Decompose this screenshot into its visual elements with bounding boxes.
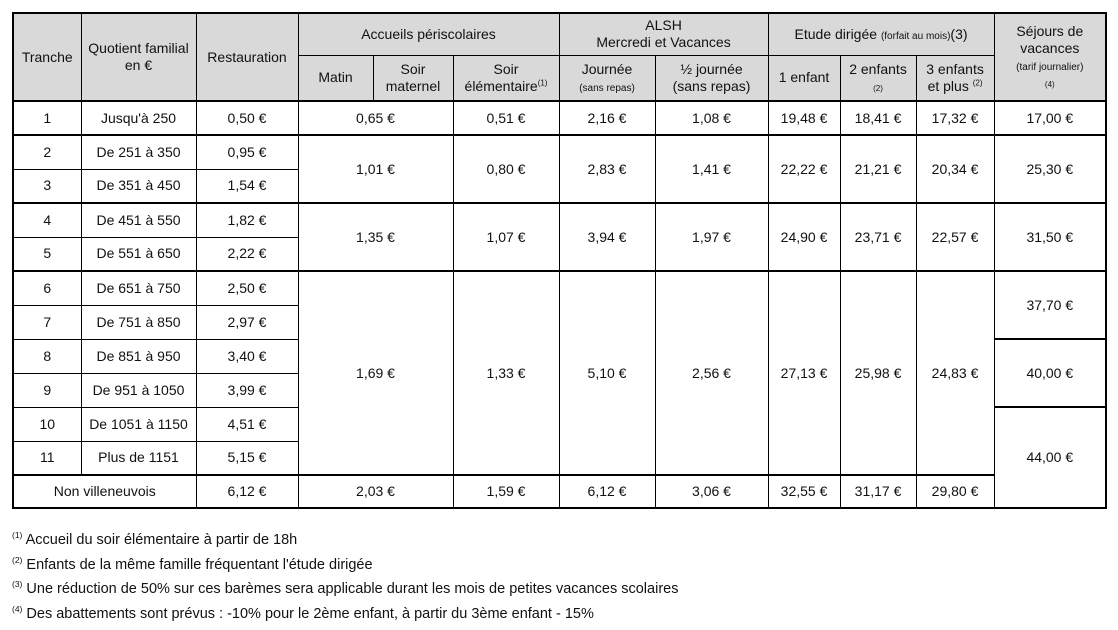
deux-enfants-cell: 21,21 € <box>840 135 916 203</box>
restauration-cell: 0,95 € <box>196 135 298 169</box>
quotient-cell: De 451 à 550 <box>81 203 196 237</box>
tranche-cell: 2 <box>13 135 81 169</box>
header-trois-enfants-note: (2) <box>972 78 983 88</box>
tranche-cell: 9 <box>13 373 81 407</box>
restauration-cell: 4,51 € <box>196 407 298 441</box>
journee-cell: 5,10 € <box>559 271 655 475</box>
tranche-cell: 4 <box>13 203 81 237</box>
header-soir-elementaire-label: Soir élémentaire <box>464 60 538 94</box>
soir-elementaire-cell: 1,07 € <box>453 203 559 271</box>
header-soir-elementaire-note: (1) <box>537 78 548 88</box>
quotient-cell: Plus de 1151 <box>81 441 196 475</box>
header-journee <box>559 55 655 101</box>
table-row-non-villeneuvois <box>13 475 1106 508</box>
soir-elementaire-cell: 0,80 € <box>453 135 559 203</box>
restauration-cell: 2,22 € <box>196 237 298 271</box>
footnotes <box>12 523 1102 621</box>
tranche-cell: 1 <box>13 101 81 135</box>
un-enfant-cell: 19,48 € <box>768 101 840 135</box>
restauration-cell: 1,54 € <box>196 169 298 203</box>
footnote-4 <box>12 597 1102 622</box>
footnote-2 <box>12 548 1102 573</box>
restauration-cell: 5,15 € <box>196 441 298 475</box>
header-deux-enfants-note: (2) <box>873 83 883 93</box>
trois-enfants-cell: 22,57 € <box>916 203 994 271</box>
header-deux-enfants-label: 2 enfants <box>849 60 907 77</box>
footnote-text: Une réduction de 50% sur ces barèmes sera applicable durant les mois de petites vacances scolaires <box>22 580 679 597</box>
restauration-cell: 2,97 € <box>196 305 298 339</box>
footnote-marker: (1) <box>12 530 23 540</box>
journee-cell: 3,94 € <box>559 203 655 271</box>
header-restauration: Restauration <box>196 13 298 101</box>
sejours-cell: 31,50 € <box>994 203 1106 271</box>
header-etude-note: (3) <box>950 25 968 42</box>
header-alsh <box>559 13 768 55</box>
quotient-cell: De 551 à 650 <box>81 237 196 271</box>
footnote-text: Enfants de la même famille fréquentant l'étude dirigée <box>22 556 373 573</box>
footnote-marker: (3) <box>12 579 23 589</box>
header-etude-forfait: (forfait au mois) <box>880 30 951 42</box>
header-demi-journee-label: ½ journée <box>680 60 743 77</box>
table-row <box>13 135 1106 169</box>
quotient-cell: De 851 à 950 <box>81 339 196 373</box>
header-journee-label: Journée <box>581 60 633 77</box>
header-alsh-title: ALSH <box>645 17 682 34</box>
matin-soir-cell: 0,65 € <box>298 101 453 135</box>
demi-journee-cell: 2,56 € <box>655 271 768 475</box>
restauration-cell: 1,82 € <box>196 203 298 237</box>
demi-journee-cell: 1,97 € <box>655 203 768 271</box>
table-row <box>13 203 1106 237</box>
deux-enfants-cell: 18,41 € <box>840 101 916 135</box>
header-deux-enfants <box>840 55 916 101</box>
journee-cell: 2,16 € <box>559 101 655 135</box>
demi-journee-cell: 1,41 € <box>655 135 768 203</box>
quotient-cell: De 1051 à 1150 <box>81 407 196 441</box>
header-quotient: Quotient familial en € <box>81 13 196 101</box>
quotient-cell: De 651 à 750 <box>81 271 196 305</box>
sejours-cell: 25,30 € <box>994 135 1106 203</box>
restauration-cell: 0,50 € <box>196 101 298 135</box>
header-periscolaire: Accueils périscolaires <box>298 13 559 55</box>
header-demi-journee-sub: (sans repas) <box>672 77 751 94</box>
deux-enfants-cell: 25,98 € <box>840 271 916 475</box>
footnote-marker: (4) <box>12 603 23 614</box>
trois-enfants-cell: 24,83 € <box>916 271 994 475</box>
footnote-text: Accueil du soir élémentaire à partir de 18h <box>22 531 298 548</box>
un-enfant-cell: 27,13 € <box>768 271 840 475</box>
journee-cell: 2,83 € <box>559 135 655 203</box>
trois-enfants-cell: 17,32 € <box>916 101 994 135</box>
un-enfant-cell: 32,55 € <box>768 475 840 508</box>
un-enfant-cell: 22,22 € <box>768 135 840 203</box>
table-row <box>13 271 1106 305</box>
quotient-cell: De 251 à 350 <box>81 135 196 169</box>
restauration-cell: 2,50 € <box>196 271 298 305</box>
tranche-cell: 3 <box>13 169 81 203</box>
header-sejours-tarif: (tarif journalier) <box>1016 62 1084 73</box>
soir-elementaire-cell: 1,33 € <box>453 271 559 475</box>
header-soir-maternel: Soir maternel <box>373 55 453 101</box>
deux-enfants-cell: 31,17 € <box>840 475 916 508</box>
footnote-marker: (2) <box>12 554 23 565</box>
header-etude-label: Etude dirigée <box>794 25 878 42</box>
quotient-cell: De 751 à 850 <box>81 305 196 339</box>
header-trois-enfants-label: 3 enfants et plus <box>926 60 984 94</box>
deux-enfants-cell: 23,71 € <box>840 203 916 271</box>
tranche-cell: 5 <box>13 237 81 271</box>
quotient-cell: De 951 à 1050 <box>81 373 196 407</box>
header-sejours <box>994 13 1106 101</box>
restauration-cell: 3,99 € <box>196 373 298 407</box>
tranche-cell: 11 <box>13 441 81 475</box>
soir-elementaire-cell: 0,51 € <box>453 101 559 135</box>
footnote-text: Des abattements sont prévus : -10% pour le 2ème enfant, à partir du 3ème enfant - 15% <box>22 605 594 622</box>
header-tranche: Tranche <box>13 13 81 101</box>
footnote-1 <box>12 523 1102 548</box>
un-enfant-cell: 24,90 € <box>768 203 840 271</box>
non-villeneuvois-label: Non villeneuvois <box>13 475 196 508</box>
restauration-cell: 6,12 € <box>196 475 298 508</box>
trois-enfants-cell: 20,34 € <box>916 135 994 203</box>
sejours-cell: 40,00 € <box>994 339 1106 407</box>
soir-elementaire-cell: 1,59 € <box>453 475 559 508</box>
header-alsh-subtitle: Mercredi et Vacances <box>596 34 731 51</box>
tarif-table <box>12 12 1107 509</box>
restauration-cell: 3,40 € <box>196 339 298 373</box>
sejours-cell: 37,70 € <box>994 271 1106 339</box>
matin-soir-cell: 1,69 € <box>298 271 453 475</box>
demi-journee-cell: 1,08 € <box>655 101 768 135</box>
header-demi-journee <box>655 55 768 101</box>
trois-enfants-cell: 29,80 € <box>916 475 994 508</box>
tranche-cell: 7 <box>13 305 81 339</box>
quotient-cell: De 351 à 450 <box>81 169 196 203</box>
sejours-cell: 44,00 € <box>994 407 1106 508</box>
demi-journee-cell: 3,06 € <box>655 475 768 508</box>
tranche-cell: 8 <box>13 339 81 373</box>
header-soir-elementaire <box>453 55 559 101</box>
matin-soir-cell: 2,03 € <box>298 475 453 508</box>
footnote-3 <box>12 572 1102 597</box>
header-trois-enfants <box>916 55 994 101</box>
tranche-cell: 10 <box>13 407 81 441</box>
header-sejours-label: Séjours de vacances <box>1016 23 1084 56</box>
sejours-cell: 17,00 € <box>994 101 1106 135</box>
matin-soir-cell: 1,35 € <box>298 203 453 271</box>
journee-cell: 6,12 € <box>559 475 655 508</box>
header-journee-sub: (sans repas) <box>579 82 635 94</box>
tranche-cell: 6 <box>13 271 81 305</box>
header-etude <box>768 13 994 55</box>
header-un-enfant: 1 enfant <box>768 55 840 101</box>
quotient-cell: Jusqu'à 250 <box>81 101 196 135</box>
matin-soir-cell: 1,01 € <box>298 135 453 203</box>
header-sejours-note: (4) <box>1044 80 1055 89</box>
table-row <box>13 101 1106 135</box>
header-matin: Matin <box>298 55 373 101</box>
